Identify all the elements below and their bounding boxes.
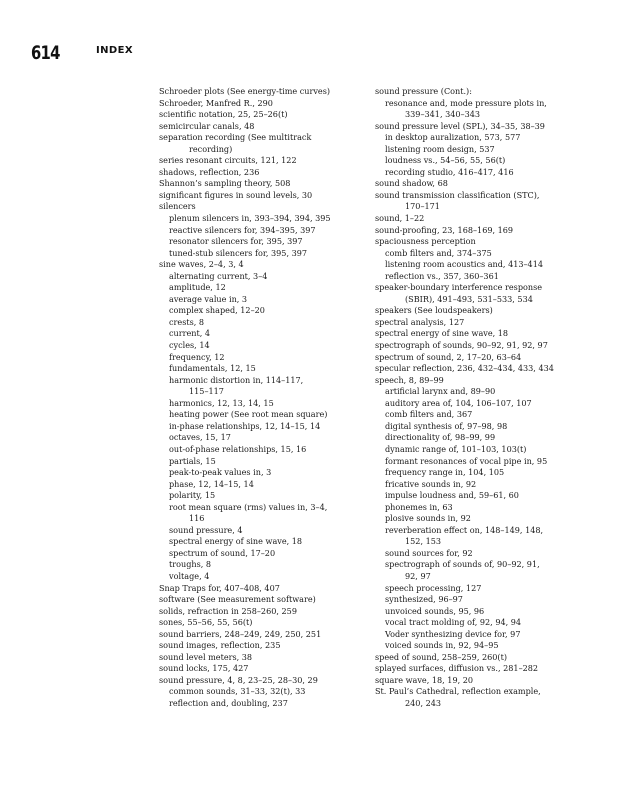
index-entry: sound locks, 175, 427 [159, 663, 249, 674]
index-entry: spectral energy of sine wave, 18 [169, 536, 303, 547]
index-column-left [159, 86, 389, 710]
index-entry: in-phase relationships, 12, 14–15, 14 [169, 420, 321, 431]
index-entry: 115–117 [189, 386, 224, 397]
index-entry: recording studio, 416–417, 416 [385, 166, 514, 177]
index-entry: reactive silencers for, 394–395, 397 [169, 224, 316, 235]
index-entry: auditory area of, 104, 106–107, 107 [385, 397, 532, 408]
index-entry: 240, 243 [405, 697, 442, 708]
index-entry: scientific notation, 25, 25–26(t) [159, 109, 288, 120]
index-entry: polarity, 15 [169, 490, 216, 501]
index-entry: amplitude, 12 [169, 282, 226, 293]
index-entry: formant resonances of vocal pipe in, 95 [385, 455, 548, 466]
index-entry: in desktop auralization, 573, 577 [385, 132, 521, 143]
index-entry: average value in, 3 [169, 293, 248, 304]
index-entry: separation recording (See multitrack [159, 132, 312, 143]
index-entry: speech, 8, 89–99 [375, 374, 444, 385]
index-entry: comb filters and, 374–375 [385, 247, 492, 258]
index-entry: sound level meters, 38 [159, 651, 253, 662]
index-entry: phase, 12, 14–15, 14 [169, 478, 254, 489]
index-entry: spectral energy of sine wave, 18 [375, 328, 509, 339]
index-entry: St. Paul’s Cathedral, reflection example, [375, 686, 541, 697]
index-entry: sine waves, 2–4, 3, 4 [159, 259, 244, 270]
index-entry: spectrograph of sounds of, 90–92, 91, [385, 559, 540, 570]
index-entry: frequency, 12 [169, 351, 225, 362]
index-entry: common sounds, 31–33, 32(t), 33 [169, 686, 306, 697]
index-entry: comb filters and, 367 [385, 409, 473, 420]
index-entry: 116 [189, 513, 205, 524]
index-entry: frequency range in, 104, 105 [385, 467, 505, 478]
index-entry: listening room acoustics and, 413–414 [385, 259, 544, 270]
index-entry: sound pressure, 4 [169, 524, 243, 535]
index-entry: voltage, 4 [169, 570, 210, 581]
index-entry: sound shadow, 68 [375, 178, 448, 189]
index-entry: plosive sounds in, 92 [385, 513, 471, 524]
index-entry: significant figures in sound levels, 30 [159, 189, 313, 200]
index-entry: silencers [159, 201, 196, 212]
index-entry: square wave, 18, 19, 20 [375, 674, 474, 685]
index-entry: sound images, reflection, 235 [159, 640, 281, 651]
index-entry: harmonics, 12, 13, 14, 15 [169, 397, 274, 408]
index-entry: sound barriers, 248–249, 249, 250, 251 [159, 628, 322, 639]
index-entry: sound pressure (Cont.): [375, 86, 472, 96]
index-entry: Schroeder plots (See energy-time curves) [159, 86, 331, 96]
index-entry: speaker-boundary interference response [375, 282, 543, 293]
index-entry: specular reflection, 236, 432–434, 433, 434 [375, 363, 554, 374]
index-entry: spectral analysis, 127 [375, 316, 465, 327]
index-entry: unvoiced sounds, 95, 96 [385, 605, 485, 616]
index-entry: partials, 15 [169, 455, 216, 466]
index-entry: reverberation effect on, 148–149, 148, [385, 524, 544, 535]
index-entry: vocal tract molding of, 92, 94, 94 [385, 617, 522, 628]
index-entry: heating power (See root mean square) [169, 409, 328, 420]
index-entry: splayed surfaces, diffusion vs., 281–282 [375, 663, 539, 674]
index-entry: alternating current, 3–4 [169, 270, 268, 281]
index-entry: sound pressure level (SPL), 34–35, 38–39 [375, 120, 545, 131]
index-entry: crests, 8 [169, 316, 205, 327]
index-entry: troughs, 8 [169, 559, 212, 570]
running-head-title: INDEX [96, 45, 133, 56]
index-entry: resonator silencers for, 395, 397 [169, 236, 303, 247]
index-entry: voiced sounds in, 92, 94–95 [385, 640, 499, 651]
index-entry: reflection and, doubling, 237 [169, 697, 288, 708]
index-entry: harmonic distortion in, 114–117, [169, 374, 304, 385]
index-entry: directionality of, 98–99, 99 [385, 432, 496, 443]
index-entry: 339–341, 340–343 [405, 109, 481, 120]
index-entry: spectrum of sound, 2, 17–20, 63–64 [375, 351, 522, 362]
index-entry: artificial larynx and, 89–90 [385, 386, 496, 397]
index-entry: sound-proofing, 23, 168–169, 169 [375, 224, 514, 235]
index-entry: phonemes in, 63 [385, 501, 453, 512]
index-entry: synthesized, 96–97 [385, 594, 463, 605]
index-entry: spaciousness perception [375, 236, 476, 247]
index-entry: octaves, 15, 17 [169, 432, 231, 443]
index-entry: sound, 1–22 [375, 213, 425, 224]
index-entry: fundamentals, 12, 15 [169, 363, 256, 374]
index-entry: 92, 97 [405, 570, 431, 581]
index-entry: series resonant circuits, 121, 122 [159, 155, 297, 166]
index-entry: spectrum of sound, 17–20 [169, 547, 276, 558]
index-entry: loudness vs., 54–56, 55, 56(t) [385, 155, 506, 166]
index-entry: sound pressure, 4, 8, 23–25, 28–30, 29 [159, 674, 318, 685]
index-entry: cycles, 14 [169, 340, 210, 351]
index-entry: shadows, reflection, 236 [159, 166, 260, 177]
index-entry: recording) [189, 143, 233, 154]
index-entry: software (See measurement software) [159, 594, 316, 605]
index-entry: speed of sound, 258–259, 260(t) [375, 651, 507, 662]
index-entry: root mean square (rms) values in, 3–4, [169, 501, 328, 512]
index-entry: plenum silencers in, 393–394, 394, 395 [169, 213, 331, 224]
index-entry: solids, refraction in 258–260, 259 [159, 605, 297, 616]
index-entry: resonance and, mode pressure plots in, [385, 97, 547, 108]
page-number: 614 [31, 42, 60, 64]
index-column-right [375, 86, 615, 710]
index-entry: 152, 153 [405, 536, 442, 547]
index-entry: Schroeder, Manfred R., 290 [159, 97, 273, 108]
index-entry: (SBIR), 491–493, 531–533, 534 [405, 293, 533, 304]
index-entry: speech processing, 127 [385, 582, 482, 593]
index-entry: complex shaped, 12–20 [169, 305, 265, 316]
index-entry: fricative sounds in, 92 [385, 478, 477, 489]
index-entry: Snap Traps for, 407–408, 407 [159, 582, 280, 593]
index-entry: peak-to-peak values in, 3 [169, 467, 272, 478]
index-entry: digital synthesis of, 97–98, 98 [385, 420, 508, 431]
index-entry: tuned-stub silencers for, 395, 397 [169, 247, 308, 258]
index-entry: sound transmission classification (STC), [375, 189, 540, 200]
index-entry: Shannon’s sampling theory, 508 [159, 178, 291, 189]
index-entry: current, 4 [169, 328, 211, 339]
index-entry: listening room design, 537 [385, 143, 495, 154]
index-entry: reflection vs., 357, 360–361 [385, 270, 499, 281]
index-entry: out-of-phase relationships, 15, 16 [169, 443, 307, 454]
index-entry: speakers (See loudspeakers) [375, 305, 493, 316]
index-entry: semicircular canals, 48 [159, 120, 255, 131]
index-entry: sones, 55–56, 55, 56(t) [159, 617, 253, 628]
index-entry: dynamic range of, 101–103, 103(t) [385, 443, 527, 454]
index-entry: Voder synthesizing device for, 97 [385, 628, 521, 639]
index-entry: impulse loudness and, 59–61, 60 [385, 490, 519, 501]
index-entry: spectrograph of sounds, 90–92, 91, 92, 97 [375, 340, 548, 351]
index-entry: 170–171 [405, 201, 440, 212]
index-entry: sound sources for, 92 [385, 547, 473, 558]
